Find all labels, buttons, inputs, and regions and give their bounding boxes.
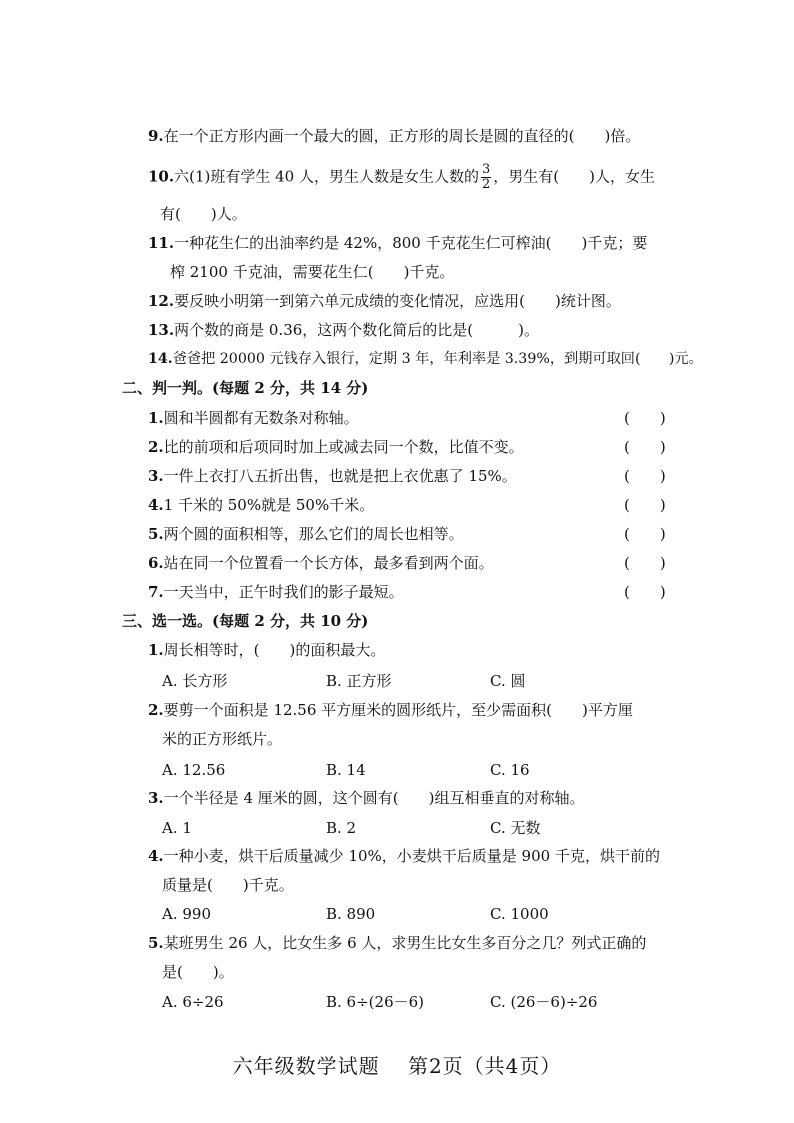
question-number: 6.	[148, 554, 164, 572]
judge-item-5	[148, 524, 464, 544]
option-c[interactable]: C. 圆	[490, 672, 526, 690]
question-9	[148, 126, 640, 146]
judge-item-6	[148, 553, 494, 573]
question-text: 六(1)班有学生 40 人，男生人数是女生人数的	[174, 167, 479, 186]
answer-blank[interactable]: ( )	[624, 525, 666, 543]
question-text: 周长相等时，( )的面积最大。	[163, 641, 386, 659]
question-10	[148, 163, 655, 192]
judge-item-2	[148, 437, 524, 457]
question-number: 9.	[148, 127, 164, 145]
question-number: 5.	[148, 525, 164, 543]
answer-blank[interactable]: ( )	[624, 438, 666, 456]
choice-item-2-continued: 米的正方形纸片。	[162, 730, 283, 748]
section-3-title: 三、选一选。(每题 2 分，共 10 分)	[122, 612, 369, 630]
choice-item-5-continued: 是( )。	[162, 963, 234, 981]
option-a[interactable]: A. 6÷26	[162, 993, 224, 1011]
question-text-post: ，男生有( )人，女生	[493, 167, 655, 186]
option-b[interactable]: B. 2	[326, 819, 357, 837]
choice-item-1	[148, 640, 385, 660]
option-a[interactable]: A. 990	[162, 905, 211, 923]
choice-item-2	[148, 700, 633, 720]
section-2-title: 二、判一判。(每题 2 分，共 14 分)	[122, 379, 369, 397]
option-b[interactable]: B. 14	[326, 761, 366, 779]
question-text: 要剪一个面积是 12.56 平方厘米的圆形纸片，至少需面积( )平方厘	[163, 701, 633, 719]
question-text: 爸爸把 20000 元钱存入银行，定期 3 年，年利率是 3.39%，到期可取回( )元。	[172, 351, 703, 367]
page-footer: 六年级数学试题 第2页（共4页）	[232, 1054, 562, 1078]
question-number: 14.	[148, 351, 173, 367]
question-number: 12.	[148, 292, 175, 310]
question-number: 2.	[148, 701, 164, 719]
choice-item-4	[148, 846, 660, 866]
question-number: 4.	[148, 496, 164, 514]
question-text: 一件上衣打八五折出售，也就是把上衣优惠了 15%。	[163, 467, 517, 485]
question-14	[148, 349, 703, 369]
question-text: 一种小麦，烘干后质量减少 10%，小麦烘干后质量是 900 千克，烘干前的	[163, 847, 660, 865]
fraction-denominator: 2	[481, 177, 491, 192]
answer-blank[interactable]: ( )	[624, 583, 666, 601]
answer-blank[interactable]: ( )	[624, 409, 666, 427]
question-number: 10.	[148, 167, 175, 186]
question-text: 一个半径是 4 厘米的圆，这个圆有( )组互相垂直的对称轴。	[163, 789, 585, 807]
choice-item-5	[148, 933, 646, 953]
fraction	[481, 163, 491, 192]
question-number: 2.	[148, 438, 164, 456]
question-number: 11.	[148, 234, 175, 252]
judge-item-1	[148, 408, 359, 428]
question-text: 1 千米的 50%就是 50%千米。	[163, 496, 375, 514]
question-number: 1.	[148, 641, 164, 659]
question-text: 要反映小明第一到第六单元成绩的变化情况，应选用( )统计图。	[174, 292, 621, 310]
option-a[interactable]: A. 长方形	[162, 672, 228, 690]
question-number: 7.	[148, 583, 164, 601]
question-text: 一天当中，正午时我们的影子最短。	[163, 583, 404, 601]
question-10-continued: 有( )人。	[160, 205, 247, 223]
question-number: 1.	[148, 409, 164, 427]
option-a[interactable]: A. 1	[162, 819, 192, 837]
judge-item-3	[148, 466, 517, 486]
option-b[interactable]: B. 890	[326, 905, 376, 923]
question-number: 13.	[148, 321, 175, 339]
question-text: 在一个正方形内画一个最大的圆，正方形的周长是圆的直径的( )倍。	[163, 127, 641, 145]
question-text: 站在同一个位置看一个长方体，最多看到两个面。	[163, 554, 494, 572]
question-text: 两个数的商是 0.36，这两个数化简后的比是( )。	[174, 321, 539, 339]
question-12	[148, 291, 621, 311]
option-b[interactable]: B. 正方形	[326, 672, 392, 690]
question-number: 3.	[148, 789, 164, 807]
option-c[interactable]: C. 1000	[490, 905, 549, 923]
question-text: 比的前项和后项同时加上或减去同一个数，比值不变。	[163, 438, 524, 456]
judge-item-7	[148, 582, 404, 602]
question-number: 3.	[148, 467, 164, 485]
option-b[interactable]: B. 6÷(26－6)	[326, 993, 425, 1011]
answer-blank[interactable]: ( )	[624, 467, 666, 485]
choice-item-3	[148, 788, 584, 808]
fraction-numerator: 3	[481, 162, 491, 177]
question-text: 某班男生 26 人，比女生多 6 人，求男生比女生多百分之几？列式正确的	[163, 934, 647, 952]
option-a[interactable]: A. 12.56	[162, 761, 226, 779]
question-13	[148, 320, 539, 340]
option-c[interactable]: C. 无数	[490, 819, 541, 837]
question-text: 圆和半圆都有无数条对称轴。	[163, 409, 359, 427]
question-11-continued: 榨 2100 千克油，需要花生仁( )千克。	[170, 263, 455, 281]
question-text: 一种花生仁的出油率约是 42%，800 千克花生仁可榨油( )千克；要	[174, 234, 648, 252]
question-text: 两个圆的面积相等，那么它们的周长也相等。	[163, 525, 464, 543]
answer-blank[interactable]: ( )	[624, 554, 666, 572]
answer-blank[interactable]: ( )	[624, 496, 666, 514]
judge-item-4	[148, 495, 374, 515]
option-c[interactable]: C. 16	[490, 761, 530, 779]
option-c[interactable]: C. (26－6)÷26	[490, 993, 598, 1011]
question-number: 4.	[148, 847, 164, 865]
choice-item-4-continued: 质量是( )千克。	[162, 876, 294, 894]
question-11	[148, 233, 647, 253]
question-number: 5.	[148, 934, 164, 952]
